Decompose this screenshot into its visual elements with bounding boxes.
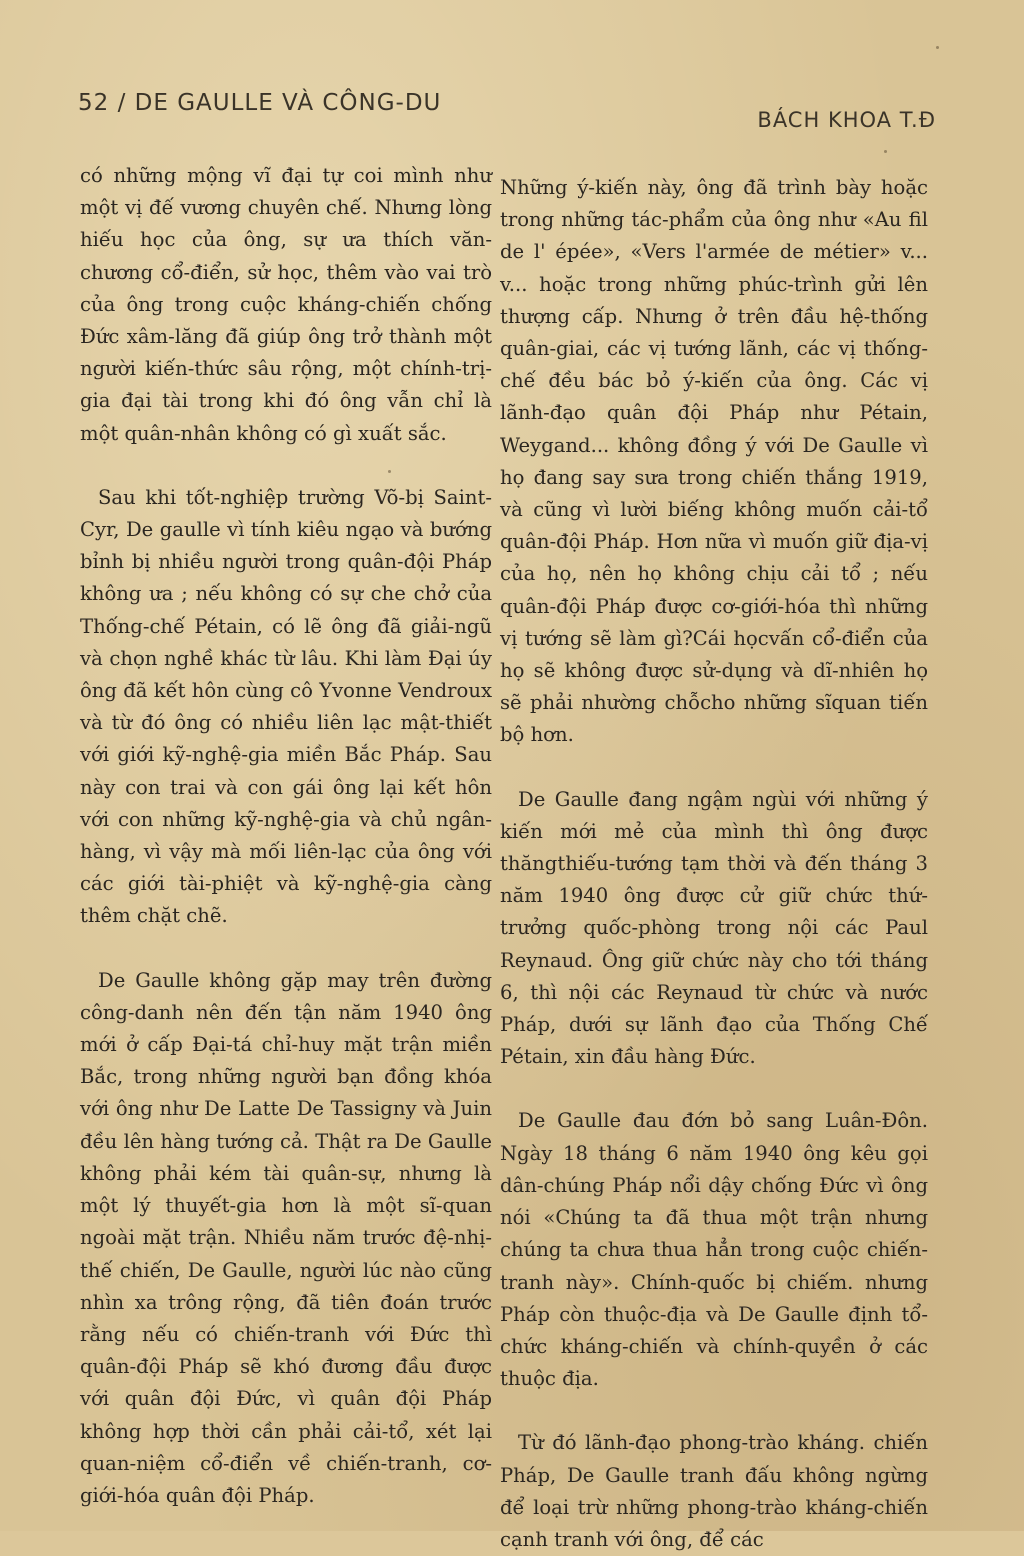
paragraph: De Gaulle không gặp may trên đường công-danh nên đến tận năm 1940 ông mới ở cấp Đại-tá chỉ-huy mặt trận miền Bắc, trong những người bạn đồng khóa với ông như De Latte De Tassigny và Juin đều lên hàng tướng cả. Thật ra De Gaulle không phải kém tài quân-sự, nhưng là một lý thuyết-gia hơn là một sĩ-quan ngoài mặt trận. Nhiều năm trước đệ-nhị-thế chiến, De Gaulle, người lúc nào cũng nhìn xa trông rộng, đã tiên đoán trước rằng nếu có chiến-tranh với Đức thì quân-đội Pháp sẽ khó đương đầu được với quân đội Đức, vì quân đội Pháp không hợp thời cần phải cải-tổ, xét lại quan-niệm cổ-điển về chiến-tranh, cơ-giới-hóa quân đội Pháp.: [80, 968, 492, 1507]
paragraph: Từ đó lãnh-đạo phong-trào kháng. chiến Pháp, De Gaulle tranh đấu không ngừng để loại trừ những phong-trào kháng-chiến cạnh tranh với ông, để các: [500, 1431, 928, 1551]
running-title: 52 / DE GAULLE VÀ CÔNG-DU: [78, 90, 442, 116]
paragraph: có những mộng vĩ đại tự coi mình như một vị đế vương chuyên chế. Nhưng lòng hiếu học của ông, sự ưa thích văn-chương cổ-điển, sử học, thêm vào vai trò của ông trong cuộc kháng-chiến chống Đức xâm-lăng đã giúp ông trở thành một người kiến-thức sâu rộng, một chính-trị-gia đại tài trong khi đó ông vẫn chỉ là một quân-nhân không có gì xuất sắc.: [80, 164, 492, 445]
paper-speck: [884, 150, 887, 153]
paper-speck: [388, 470, 391, 473]
paragraph: De Gaulle đang ngậm ngùi với những ý kiến mới mẻ của mình thì ông được thăngthiếu-tướng tạm thời và đến tháng 3 năm 1940 ông được cử giữ chức thứ-trưởng quốc-phòng trong nội các Paul Reynaud. Ông giữ chức này cho tới tháng 6, thì nội các Reynaud từ chức và nước Pháp, dưới sự lãnh đạo của Thống Chế Pétain, xin đầu hàng Đức.: [500, 787, 928, 1069]
page-header: [78, 86, 936, 136]
paragraph: Sau khi tốt-nghiệp trường Võ-bị Saint-Cyr, De gaulle vì tính kiêu ngạo và bướng bỉnh bị nhiều người trong quân-đội Pháp không ưa ; nếu không có sự che chở của Thống-chế Pétain, có lẽ ông đã giải-ngũ và chọn nghề khác từ lâu. Khi làm Đại úy ông đã kết hôn cùng cô Yvonne Vendroux và từ đó ông có nhiều liên lạc mật-thiết với giới kỹ-nghệ-gia miền Bắc Pháp. Sau này con trai và con gái ông lại kết hôn với con những kỹ-nghệ-gia và chủ ngân-hàng, vì vậy mà mối liên-lạc của ông với các giới tài-phiệt và kỹ-nghệ-gia càng thêm chặt chẽ.: [80, 485, 492, 928]
left-column: [80, 160, 492, 1512]
paper-speck: [936, 46, 939, 49]
right-column: [500, 172, 928, 1556]
magazine-name: BÁCH KHOA T.Đ: [757, 108, 936, 132]
paragraph: De Gaulle đau đớn bỏ sang Luân-Đôn. Ngày 18 tháng 6 năm 1940 ông kêu gọi dân-chúng Pháp nổi dậy chống Đức vì ông nói «Chúng ta đã thua một trận nhưng chúng ta chưa thua hẳn trong cuộc chiến-tranh này». Chính-quốc bị chiếm. nhưng Pháp còn thuộc-địa và De Gaulle định tổ-chức kháng-chiến và chính-quyền ở các thuộc địa.: [500, 1109, 928, 1391]
paragraph: Những ý-kiến này, ông đã trình bày hoặc trong những tác-phẩm của ông như «Au fil de l' épée», «Vers l'armée de métier» v... v... hoặc trong những phúc-trình gửi lên thượng cấp. Nhưng ở trên đầu hệ-thống quân-giai, các vị tướng lãnh, các vị thống-chế đều bác bỏ ý-kiến của ông. Các vị lãnh-đạo quân đội Pháp như Pétain, Weygand... không đồng ý với De Gaulle vì họ đang say sưa trong chiến thắng 1919, và cũng vì lười biếng không muốn cải-tổ quân-đội Pháp. Hơn nữa vì muốn giữ địa-vị của họ, nên họ không chịu cải tổ ; nếu quân-đội Pháp được cơ-giới-hóa thì những vị tướng sẽ làm gì?Cái họcvấn cổ-điển của họ sẽ không được sử-dụng và dĩ-nhiên họ sẽ phải nhường chỗcho những sĩquan tiến bộ hơn.: [500, 176, 928, 747]
